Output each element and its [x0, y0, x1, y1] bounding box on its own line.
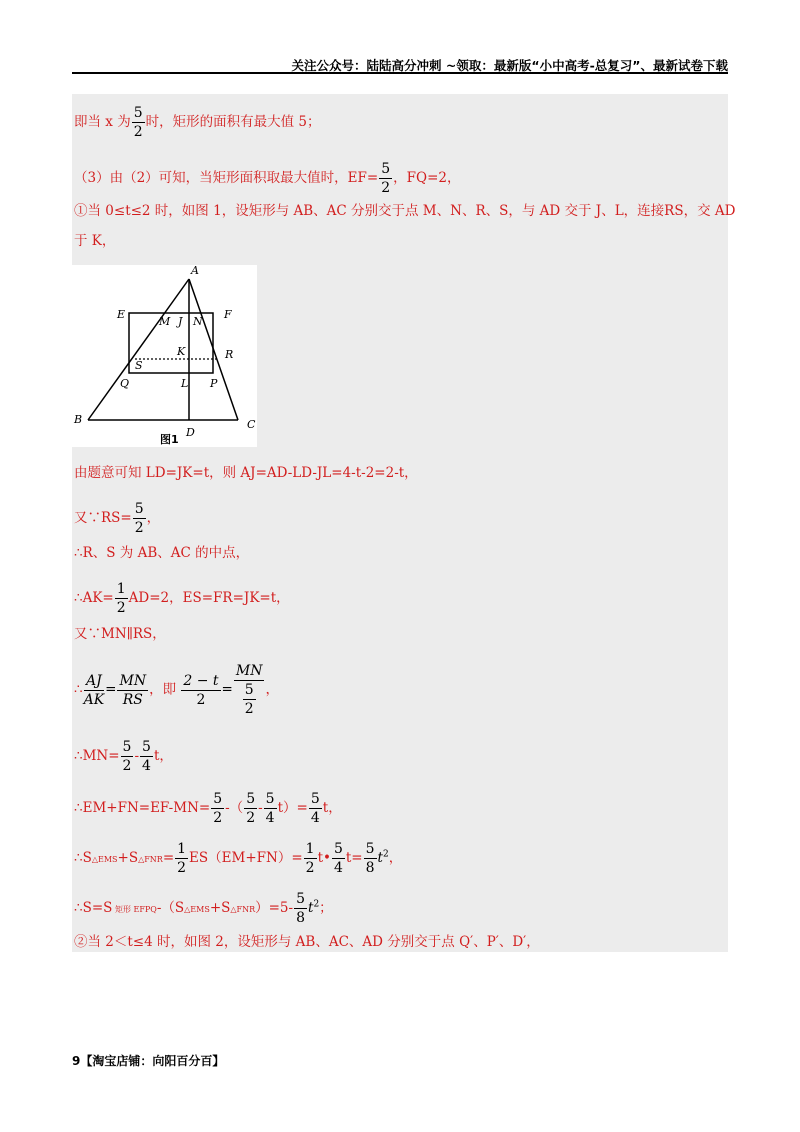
- label-q: Q: [120, 377, 130, 390]
- label-m: M: [159, 315, 171, 328]
- text: =: [162, 850, 175, 866]
- line-1: [74, 104, 321, 141]
- page-footer: 9【淘宝店铺：向阳百分百】: [72, 1054, 225, 1068]
- numerator: 5: [296, 891, 305, 907]
- text: t，: [153, 748, 173, 764]
- denominator: RS: [122, 691, 143, 708]
- label-l: L: [181, 377, 189, 390]
- text: ，FQ=2，: [393, 170, 461, 186]
- label-a: A: [191, 265, 199, 277]
- numerator: 5: [310, 791, 320, 807]
- header-rule: [72, 72, 728, 74]
- label-e: E: [117, 308, 126, 321]
- numerator: 5: [244, 682, 254, 698]
- numerator: 5: [142, 739, 151, 755]
- numerator: 5: [381, 161, 391, 177]
- line-10: [74, 662, 279, 718]
- text: ，: [388, 850, 403, 866]
- denominator: 2: [122, 758, 132, 774]
- denominator: 4: [333, 860, 343, 876]
- numerator: 1: [305, 841, 315, 857]
- fraction-5-2: [121, 738, 134, 775]
- text: -: [134, 748, 140, 764]
- fraction-2-minus-t-over-2: [181, 672, 220, 709]
- fraction-mn-rs: [117, 672, 148, 709]
- line-13: [74, 840, 402, 877]
- denominator: 2: [116, 600, 126, 616]
- fraction-5-8: [364, 840, 377, 877]
- text: +S: [117, 850, 139, 866]
- denominator: 8: [365, 860, 375, 876]
- fraction-5-8: [294, 890, 307, 927]
- text: 即当 x 为: [74, 114, 131, 130]
- fraction-mn-over-5-2: [234, 662, 265, 718]
- line-15: ②当 2＜t≤4 时，如图 2，设矩形与 AB、AC、AD 分别交于点 Q′、P′、D′，: [74, 934, 540, 950]
- subscript: △EMS: [184, 905, 210, 914]
- denominator: 4: [142, 758, 151, 774]
- fraction-5-2: [132, 104, 145, 141]
- label-r: R: [225, 348, 234, 361]
- label-c: C: [247, 418, 256, 431]
- label-p: P: [210, 377, 218, 390]
- line-14: [74, 890, 333, 927]
- numerator: 5: [365, 841, 375, 857]
- fraction-5-4: [140, 738, 153, 775]
- subscript: 矩形 EFPQ: [112, 905, 157, 914]
- denominator: 2: [246, 810, 256, 826]
- text: ∴S: [74, 850, 92, 866]
- line-2: [74, 160, 460, 197]
- text: ∴EM+FN=EF-MN=: [74, 800, 211, 816]
- text: +S: [209, 900, 231, 916]
- text: t=: [345, 850, 363, 866]
- segment-ab: [88, 279, 189, 420]
- line-9: 又∵MN∥RS，: [74, 626, 166, 642]
- text: ∴AK=: [74, 590, 114, 606]
- line-8: [74, 580, 290, 617]
- line-11: [74, 738, 173, 775]
- numerator: 5: [134, 501, 144, 517]
- denominator: 2: [381, 180, 391, 196]
- fraction-5-4: [264, 790, 277, 827]
- denominator: 2: [244, 701, 254, 717]
- label-n: N: [193, 315, 203, 328]
- numerator: 5: [265, 791, 275, 807]
- geometry-diagram: [72, 265, 257, 447]
- denominator: 2: [134, 520, 144, 536]
- line-12: [74, 790, 342, 827]
- numerator: MN: [119, 672, 147, 689]
- fraction-5-2: [133, 500, 146, 537]
- text: （3）由（2）可知，当矩形面积取最大值时，EF=: [74, 170, 379, 186]
- numerator: 5: [333, 841, 343, 857]
- exponent: 2: [313, 899, 320, 910]
- text: ∴: [74, 681, 83, 698]
- text: t）=: [277, 800, 308, 816]
- equals: =: [221, 681, 233, 698]
- fraction-5-4: [309, 790, 322, 827]
- page-header: 关注公众号：陆陆高分冲刺 ~领取：最新版“小中高考-总复习”、最新试卷下载: [291, 58, 728, 73]
- fraction-5-2: [211, 790, 224, 827]
- denominator: 2: [196, 691, 206, 708]
- numerator: 5: [133, 105, 143, 121]
- line-6: [74, 500, 160, 537]
- text: ，: [146, 510, 161, 526]
- text: ES（EM+FN）=: [189, 850, 303, 866]
- fraction-5-2: [379, 160, 392, 197]
- numerator: 1: [177, 841, 187, 857]
- fraction-5-4: [332, 840, 345, 877]
- figure-1: [72, 265, 257, 447]
- equals: =: [105, 681, 117, 698]
- line-3: ①当 0≤t≤2 时，如图 1，设矩形与 AB、AC 分别交于点 M、N、R、S，与 AD 交于 J、L，连接RS，交 AD: [74, 203, 736, 219]
- text: -: [258, 800, 263, 816]
- text: t，: [322, 800, 342, 816]
- fraction-5-2: [244, 790, 257, 827]
- text: ，即: [149, 681, 177, 698]
- text: ∴S=S: [74, 900, 113, 916]
- numerator: 5: [246, 791, 256, 807]
- figure-caption: 图1: [160, 433, 179, 446]
- line-5: 由题意可知 LD=JK=t，则 AJ=AD-LD-JL=4-t-2=2-t，: [74, 465, 418, 481]
- denominator: AK: [83, 691, 105, 708]
- denominator: 2: [133, 124, 143, 140]
- denominator: [234, 681, 265, 718]
- fraction-aj-ak: [84, 672, 105, 709]
- text: -（: [225, 800, 244, 816]
- line-7: ∴R、S 为 AB、AC 的中点，: [74, 545, 250, 561]
- text: AD=2，ES=FR=JK=t，: [128, 590, 290, 606]
- text: t•: [317, 850, 331, 866]
- label-b: B: [74, 413, 83, 426]
- label-k: K: [177, 345, 186, 358]
- numerator: 5: [122, 739, 132, 755]
- fraction-1-2: [175, 840, 188, 877]
- fraction-5-2: [243, 681, 256, 718]
- label-d: D: [186, 426, 195, 439]
- variable-t: t: [308, 900, 314, 916]
- fraction-1-2: [115, 580, 128, 617]
- subscript: △EMS: [91, 855, 118, 864]
- text: ∴MN=: [74, 748, 120, 764]
- numerator: AJ: [84, 672, 105, 691]
- text: 时，矩形的面积有最大值 5；: [145, 114, 321, 130]
- numerator: 2 − t: [183, 672, 219, 689]
- subscript: △FNR: [138, 855, 163, 864]
- label-f: F: [224, 308, 232, 321]
- denominator: 2: [305, 860, 315, 876]
- text: 又∵RS=: [74, 510, 132, 526]
- denominator: 8: [296, 910, 305, 926]
- numerator: MN: [235, 663, 263, 679]
- variable-t: t: [377, 850, 383, 866]
- numerator: 5: [213, 791, 223, 807]
- subscript: △FNR: [230, 905, 256, 914]
- label-j: J: [178, 315, 183, 328]
- denominator: 2: [213, 810, 223, 826]
- fraction-1-2: [304, 840, 317, 877]
- text: -（S: [156, 900, 185, 916]
- denominator: 2: [177, 860, 187, 876]
- denominator: 4: [310, 810, 320, 826]
- text: ；: [319, 900, 333, 916]
- label-s: S: [135, 359, 143, 372]
- denominator: 4: [265, 810, 275, 826]
- text: ）=5-: [255, 900, 294, 916]
- text: ，: [265, 681, 279, 698]
- exponent: 2: [382, 849, 389, 860]
- numerator: 1: [116, 581, 126, 597]
- line-4: 于 K，: [74, 233, 116, 249]
